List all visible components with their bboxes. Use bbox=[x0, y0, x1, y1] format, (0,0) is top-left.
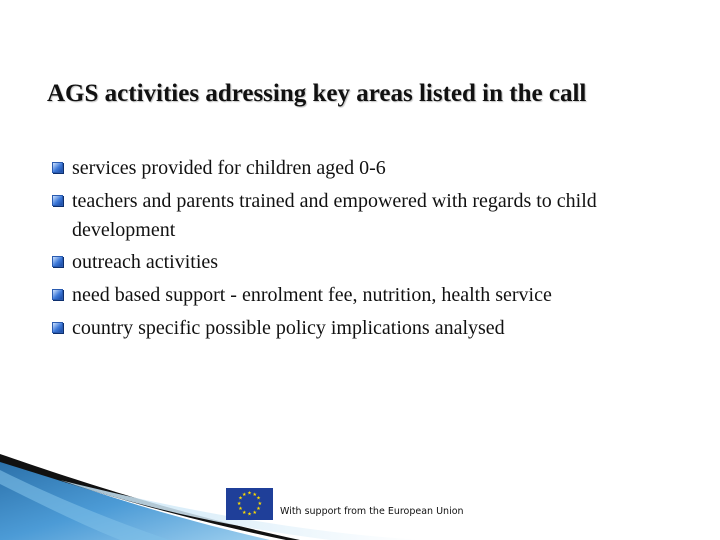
svg-text:★: ★ bbox=[242, 509, 247, 516]
svg-text:★: ★ bbox=[252, 491, 257, 498]
bullet-text: outreach activities bbox=[72, 251, 219, 273]
svg-text:★: ★ bbox=[238, 506, 243, 513]
list-item bbox=[52, 281, 692, 310]
square-bullet-icon bbox=[52, 195, 63, 206]
square-bullet-icon bbox=[52, 289, 63, 300]
square-bullet-icon bbox=[52, 162, 63, 173]
list-item bbox=[52, 248, 692, 277]
bullet-text: country specific possible policy implications analysed bbox=[72, 317, 505, 339]
svg-text:★: ★ bbox=[247, 490, 252, 497]
svg-text:★: ★ bbox=[247, 511, 252, 518]
bullet-list bbox=[52, 154, 692, 347]
svg-text:★: ★ bbox=[256, 495, 261, 502]
bullet-text: teachers and parents trained and empowered with regards to child development bbox=[72, 190, 597, 241]
bullet-text: need based support - enrolment fee, nutrition, health service bbox=[72, 284, 552, 306]
slide-title: AGS activities adressing key areas listed in the call bbox=[47, 80, 587, 107]
footer-text: With support from the European Union bbox=[280, 505, 464, 517]
svg-text:★: ★ bbox=[252, 509, 257, 516]
svg-text:★: ★ bbox=[242, 491, 247, 498]
list-item bbox=[52, 154, 692, 183]
svg-text:★: ★ bbox=[257, 500, 263, 507]
square-bullet-icon bbox=[52, 322, 63, 333]
footer bbox=[226, 488, 464, 520]
svg-text:★: ★ bbox=[256, 506, 261, 513]
svg-text:★: ★ bbox=[236, 500, 242, 507]
list-item bbox=[52, 187, 692, 245]
list-item bbox=[52, 314, 692, 343]
square-bullet-icon bbox=[52, 256, 63, 267]
bullet-text: services provided for children aged 0-6 bbox=[72, 157, 386, 179]
eu-flag-icon bbox=[226, 488, 273, 520]
svg-text:★: ★ bbox=[238, 495, 243, 502]
